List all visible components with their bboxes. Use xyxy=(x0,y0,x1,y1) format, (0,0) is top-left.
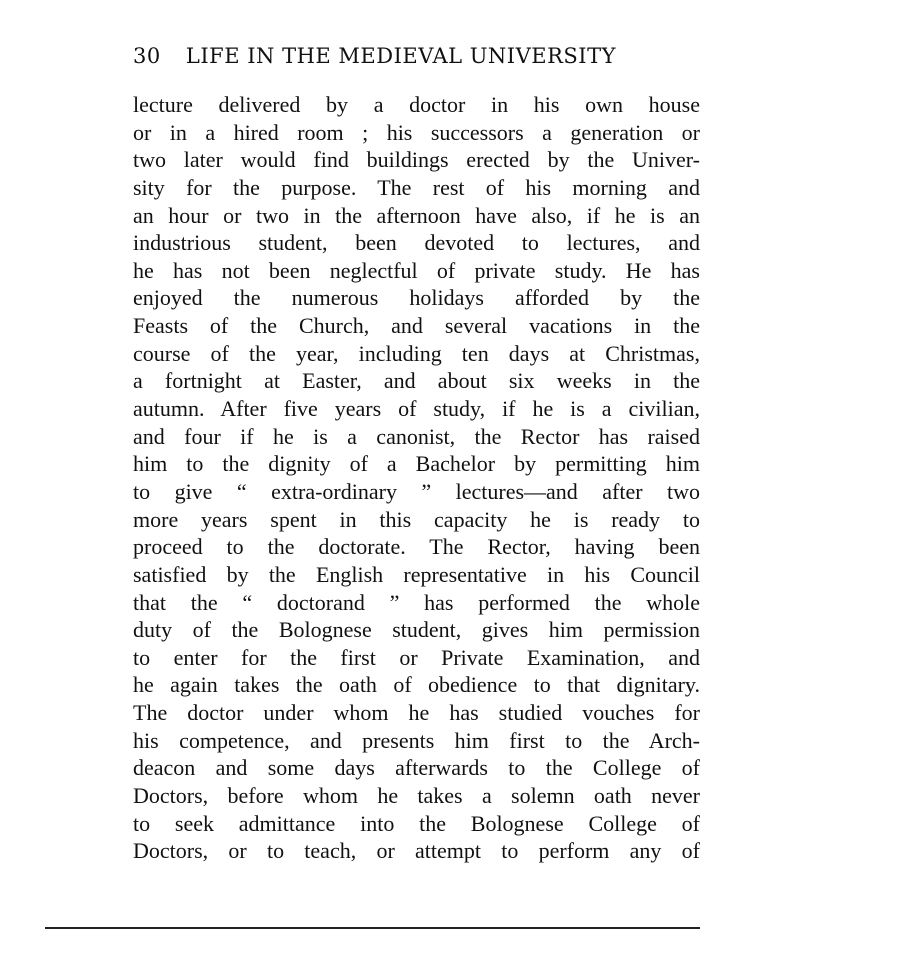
text-line: he again takes the oath of obedience to that dignitary. xyxy=(133,672,700,698)
text-line: two later would find buildings erected by the Univer- xyxy=(133,147,700,173)
text-line: deacon and some days afterwards to the College of xyxy=(133,755,700,781)
text-line: a fortnight at Easter, and about six weeks in the xyxy=(133,368,700,394)
text-line: autumn. After five years of study, if he is a civilian, xyxy=(133,396,700,422)
text-line: lecture delivered by a doctor in his own house xyxy=(133,92,700,117)
text-line: industrious student, been devoted to lectures, and xyxy=(133,230,700,256)
text-line: his competence, and presents him first to the Arch- xyxy=(133,727,700,753)
text-line: proceed to the doctorate. The Rector, having been xyxy=(133,534,700,560)
running-header xyxy=(133,44,683,68)
text-line: duty of the Bolognese student, gives him permission xyxy=(133,617,700,643)
bottom-rule xyxy=(45,927,700,929)
page-number: 30 xyxy=(133,44,161,68)
text-line: to give “ extra-ordinary ” lectures—and after two xyxy=(133,478,700,504)
text-line: and four if he is a canonist, the Rector has raised xyxy=(133,423,700,449)
text-line: an hour or two in the afternoon have also, if he is an xyxy=(133,202,700,228)
text-line: satisfied by the English representative in his Council xyxy=(133,561,700,587)
text-line: he has not been neglectful of private study. He has xyxy=(133,257,700,283)
text-line: him to the dignity of a Bachelor by permitting him xyxy=(133,451,700,477)
text-line: enjoyed the numerous holidays afforded by the xyxy=(133,285,700,311)
text-line: or in a hired room ; his successors a generation or xyxy=(133,119,700,145)
body-text xyxy=(133,91,700,865)
text-line: that the “ doctorand ” has performed the whole xyxy=(133,589,700,615)
text-line: The doctor under whom he has studied vouches for xyxy=(133,700,700,726)
running-title: LIFE IN THE MEDIEVAL UNIVERSITY xyxy=(185,44,616,68)
text-line: to enter for the first or Private Examination, and xyxy=(133,644,700,670)
text-line: Doctors, or to teach, or attempt to perform any of xyxy=(133,838,700,864)
text-line: sity for the purpose. The rest of his morning and xyxy=(133,174,700,200)
text-line: to seek admittance into the Bolognese College of xyxy=(133,810,700,836)
text-line: course of the year, including ten days at Christmas, xyxy=(133,340,700,366)
text-line: more years spent in this capacity he is ready to xyxy=(133,506,700,532)
text-line: Feasts of the Church, and several vacations in the xyxy=(133,313,700,339)
text-line: Doctors, before whom he takes a solemn oath never xyxy=(133,783,700,809)
